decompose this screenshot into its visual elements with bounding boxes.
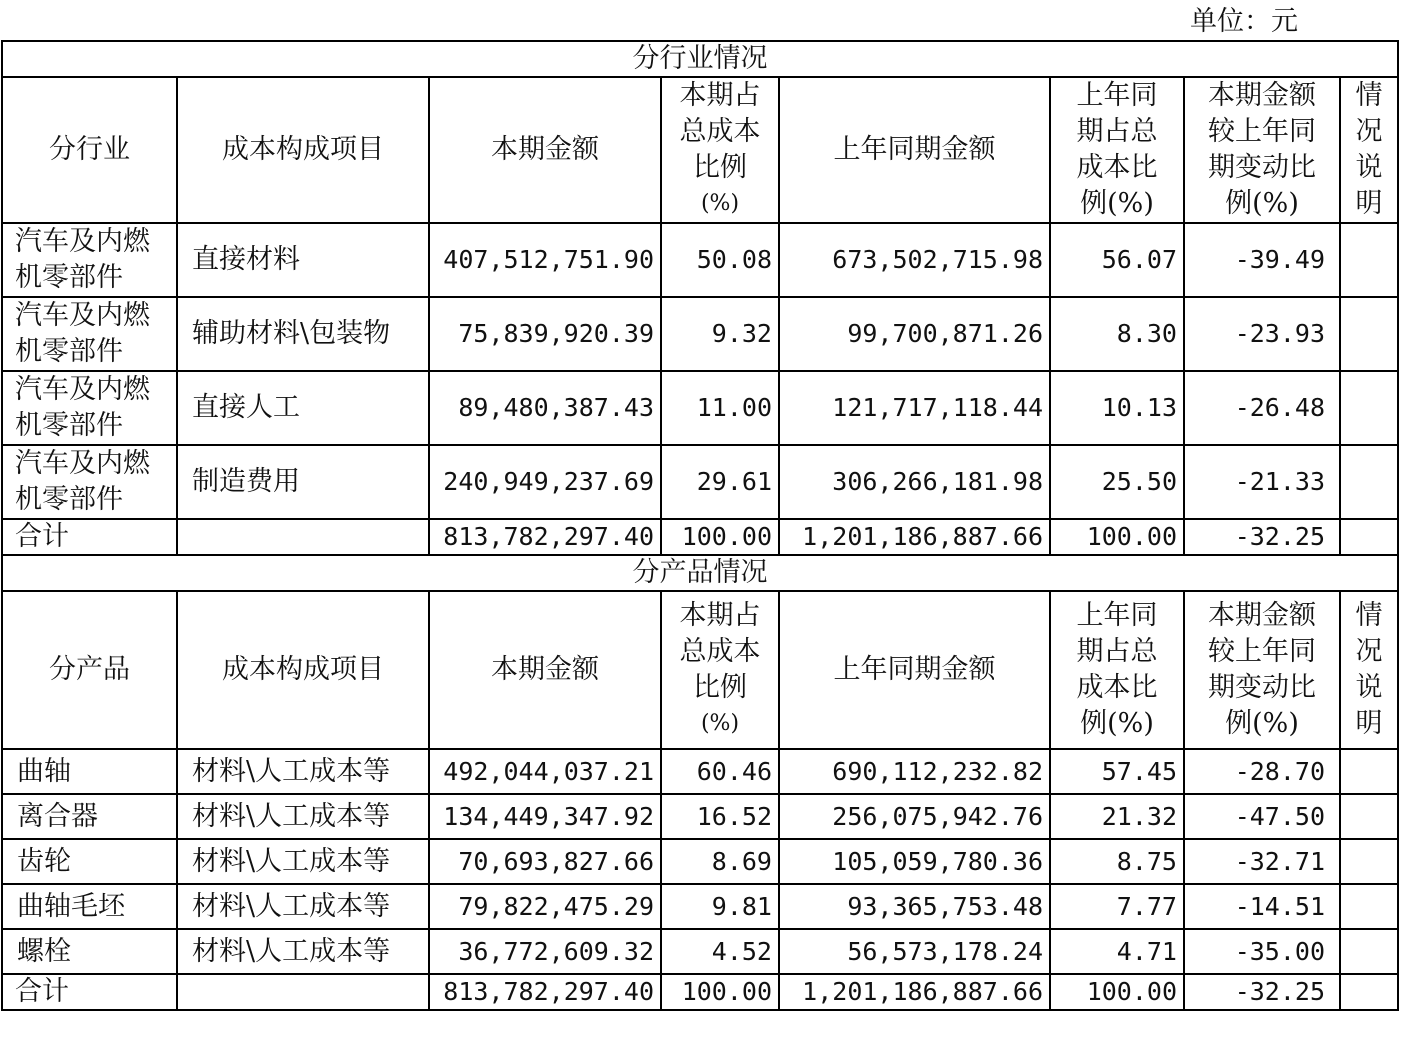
header-change (1184, 77, 1340, 223)
cost-composition-table (1, 40, 1399, 1011)
header-amount: 本期金额 (429, 77, 661, 223)
header-note-line: 明 (1355, 188, 1383, 219)
amount-cell: 134,449,347.92 (429, 794, 661, 839)
table-row (2, 794, 1398, 839)
category-cell: 汽车及内燃机零部件 (2, 445, 177, 519)
header-note-line: 况 (1355, 116, 1383, 147)
header-ratio-line: 本期占 (679, 600, 761, 631)
ratio-cell: 9.32 (661, 297, 779, 371)
total-amount: 813,782,297.40 (429, 974, 661, 1010)
header-note-line: 说 (1355, 152, 1383, 183)
header-change-line: 较上年同 (1208, 116, 1316, 147)
header-note-line: 况 (1355, 636, 1383, 667)
product-cell: 离合器 (2, 794, 177, 839)
header-change-line: 本期金额 (1208, 600, 1316, 631)
header-cost-item: 成本构成项目 (177, 77, 429, 223)
note-cell (1340, 749, 1398, 794)
header-prior-ratio-line: 期占总 (1076, 636, 1158, 667)
table-row (2, 884, 1398, 929)
header-ratio-line: 比例 (693, 152, 747, 183)
total-cost-item-cell (177, 519, 429, 555)
ratio-cell: 50.08 (661, 223, 779, 297)
header-prior-amount: 上年同期金额 (779, 591, 1050, 749)
cost-item-cell: 制造费用 (177, 445, 429, 519)
cost-item-cell: 直接材料 (177, 223, 429, 297)
amount-cell: 407,512,751.90 (429, 223, 661, 297)
prior-amount-cell: 93,365,753.48 (779, 884, 1050, 929)
header-category: 分行业 (2, 77, 177, 223)
header-prior-ratio-line: 上年同 (1076, 80, 1158, 111)
amount-cell: 89,480,387.43 (429, 371, 661, 445)
category-cell: 汽车及内燃机零部件 (2, 371, 177, 445)
change-cell: -35.00 (1184, 929, 1340, 974)
header-change-line: 例(%) (1225, 708, 1299, 739)
header-prior-ratio-line: 期占总 (1076, 116, 1158, 147)
header-ratio-line: (%) (700, 711, 740, 736)
prior-ratio-cell: 25.50 (1050, 445, 1184, 519)
header-prior-ratio (1050, 77, 1184, 223)
change-cell: -32.71 (1184, 839, 1340, 884)
table-row (2, 223, 1398, 297)
cost-item-cell: 直接人工 (177, 371, 429, 445)
category-cell: 汽车及内燃机零部件 (2, 297, 177, 371)
ratio-cell: 11.00 (661, 371, 779, 445)
prior-amount-cell: 121,717,118.44 (779, 371, 1050, 445)
change-cell: -14.51 (1184, 884, 1340, 929)
header-ratio (661, 77, 779, 223)
cost-item-cell: 材料\人工成本等 (177, 839, 429, 884)
section-title: 分行业情况 (2, 41, 1398, 77)
total-note-cell (1340, 974, 1398, 1010)
change-cell: -28.70 (1184, 749, 1340, 794)
change-cell: -39.49 (1184, 223, 1340, 297)
change-cell: -26.48 (1184, 371, 1340, 445)
change-cell: -23.93 (1184, 297, 1340, 371)
total-label: 合计 (2, 519, 177, 555)
note-cell (1340, 839, 1398, 884)
industry-header-row (2, 77, 1398, 223)
header-change-line: 本期金额 (1208, 80, 1316, 111)
prior-amount-cell: 99,700,871.26 (779, 297, 1050, 371)
amount-cell: 492,044,037.21 (429, 749, 661, 794)
table-row (2, 839, 1398, 884)
unit-label: 单位：元 (1190, 6, 1298, 37)
prior-ratio-cell: 8.30 (1050, 297, 1184, 371)
cost-item-cell: 材料\人工成本等 (177, 929, 429, 974)
prior-amount-cell: 56,573,178.24 (779, 929, 1050, 974)
header-change-line: 例(%) (1225, 188, 1299, 219)
header-note-line: 说 (1355, 672, 1383, 703)
total-prior-ratio: 100.00 (1050, 519, 1184, 555)
note-cell (1340, 794, 1398, 839)
total-ratio: 100.00 (661, 519, 779, 555)
header-prior-ratio-line: 上年同 (1076, 600, 1158, 631)
total-row (2, 519, 1398, 555)
amount-cell: 79,822,475.29 (429, 884, 661, 929)
product-section-title-row (2, 555, 1398, 591)
header-note-line: 明 (1355, 708, 1383, 739)
ratio-cell: 29.61 (661, 445, 779, 519)
header-cost-item: 成本构成项目 (177, 591, 429, 749)
prior-ratio-cell: 8.75 (1050, 839, 1184, 884)
header-note-line: 情 (1355, 80, 1383, 111)
prior-ratio-cell: 56.07 (1050, 223, 1184, 297)
category-cell: 汽车及内燃机零部件 (2, 223, 177, 297)
total-prior-ratio: 100.00 (1050, 974, 1184, 1010)
product-cell: 曲轴毛坯 (2, 884, 177, 929)
header-note (1340, 591, 1398, 749)
ratio-cell: 60.46 (661, 749, 779, 794)
change-cell: -21.33 (1184, 445, 1340, 519)
header-ratio-line: 总成本 (679, 116, 761, 147)
header-ratio (661, 591, 779, 749)
total-prior-amount: 1,201,186,887.66 (779, 974, 1050, 1010)
note-cell (1340, 929, 1398, 974)
prior-ratio-cell: 57.45 (1050, 749, 1184, 794)
header-change-line: 期变动比 (1208, 152, 1316, 183)
prior-amount-cell: 690,112,232.82 (779, 749, 1050, 794)
note-cell (1340, 371, 1398, 445)
cost-item-cell: 材料\人工成本等 (177, 794, 429, 839)
prior-amount-cell: 673,502,715.98 (779, 223, 1050, 297)
section-title: 分产品情况 (2, 555, 1398, 591)
header-prior-ratio-line: 成本比 (1076, 672, 1158, 703)
product-header-row (2, 591, 1398, 749)
total-row (2, 974, 1398, 1010)
header-ratio-line: 本期占 (679, 80, 761, 111)
ratio-cell: 8.69 (661, 839, 779, 884)
prior-amount-cell: 306,266,181.98 (779, 445, 1050, 519)
header-ratio-line: (%) (700, 191, 740, 216)
table-row (2, 749, 1398, 794)
cost-item-cell: 材料\人工成本等 (177, 749, 429, 794)
header-ratio-line: 总成本 (679, 636, 761, 667)
table-row (2, 371, 1398, 445)
total-label: 合计 (2, 974, 177, 1010)
table-row (2, 445, 1398, 519)
header-prior-ratio-line: 例(%) (1080, 708, 1154, 739)
product-cell: 齿轮 (2, 839, 177, 884)
total-change: -32.25 (1184, 519, 1340, 555)
product-cell: 曲轴 (2, 749, 177, 794)
prior-ratio-cell: 7.77 (1050, 884, 1184, 929)
header-change (1184, 591, 1340, 749)
cost-item-cell: 辅助材料\包装物 (177, 297, 429, 371)
note-cell (1340, 445, 1398, 519)
total-ratio: 100.00 (661, 974, 779, 1010)
header-note (1340, 77, 1398, 223)
note-cell (1340, 297, 1398, 371)
amount-cell: 75,839,920.39 (429, 297, 661, 371)
table-row (2, 929, 1398, 974)
amount-cell: 70,693,827.66 (429, 839, 661, 884)
ratio-cell: 9.81 (661, 884, 779, 929)
prior-ratio-cell: 4.71 (1050, 929, 1184, 974)
amount-cell: 36,772,609.32 (429, 929, 661, 974)
header-prior-ratio-line: 成本比 (1076, 152, 1158, 183)
prior-ratio-cell: 21.32 (1050, 794, 1184, 839)
note-cell (1340, 884, 1398, 929)
header-amount: 本期金额 (429, 591, 661, 749)
product-cell: 螺栓 (2, 929, 177, 974)
change-cell: -47.50 (1184, 794, 1340, 839)
header-change-line: 期变动比 (1208, 672, 1316, 703)
total-note-cell (1340, 519, 1398, 555)
amount-cell: 240,949,237.69 (429, 445, 661, 519)
total-prior-amount: 1,201,186,887.66 (779, 519, 1050, 555)
total-change: -32.25 (1184, 974, 1340, 1010)
header-prior-ratio (1050, 591, 1184, 749)
ratio-cell: 4.52 (661, 929, 779, 974)
header-note-line: 情 (1355, 600, 1383, 631)
prior-amount-cell: 105,059,780.36 (779, 839, 1050, 884)
header-category: 分产品 (2, 591, 177, 749)
prior-amount-cell: 256,075,942.76 (779, 794, 1050, 839)
note-cell (1340, 223, 1398, 297)
cost-item-cell: 材料\人工成本等 (177, 884, 429, 929)
industry-section-title-row (2, 41, 1398, 77)
header-prior-ratio-line: 例(%) (1080, 188, 1154, 219)
prior-ratio-cell: 10.13 (1050, 371, 1184, 445)
header-change-line: 较上年同 (1208, 636, 1316, 667)
table-row (2, 297, 1398, 371)
header-ratio-line: 比例 (693, 672, 747, 703)
ratio-cell: 16.52 (661, 794, 779, 839)
header-prior-amount: 上年同期金额 (779, 77, 1050, 223)
total-cost-item-cell (177, 974, 429, 1010)
total-amount: 813,782,297.40 (429, 519, 661, 555)
